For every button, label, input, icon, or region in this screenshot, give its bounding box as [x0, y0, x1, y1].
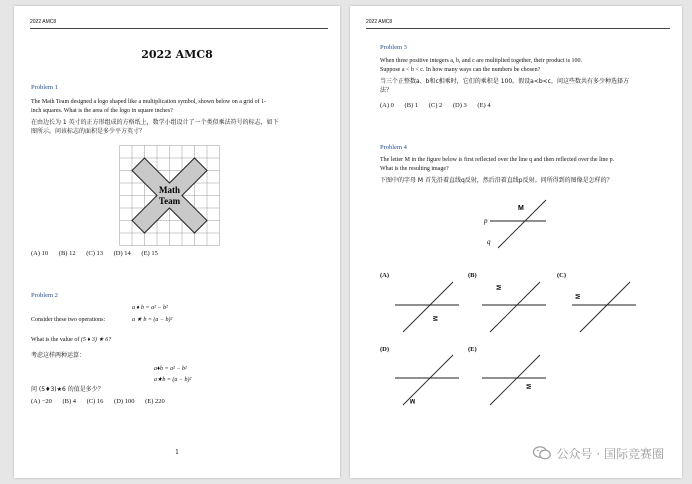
- problem-3-chinese: [380, 78, 670, 95]
- option-b-label: (B): [468, 272, 477, 279]
- page-header: 2022 AMC8: [366, 19, 393, 25]
- logo-text-team: Team: [158, 196, 181, 206]
- option-b-figure: [482, 278, 547, 333]
- choice: (E) 220: [145, 398, 165, 405]
- choice: (D) 14: [113, 250, 131, 257]
- header-rule: [30, 28, 328, 29]
- label-q: q: [487, 238, 491, 246]
- choice: (D) 100: [114, 398, 135, 405]
- operation-diamond-cn: a♦b = a² − b²: [154, 366, 187, 372]
- problem-1-text-line: The Math Team designed a logo shaped like a multiplication symbol, shown below on a grid of 1-: [31, 99, 267, 105]
- choice: (B) 1: [404, 102, 419, 109]
- problem-1-text: [31, 98, 331, 115]
- choice: (A) −20: [31, 398, 52, 405]
- problem-1-chinese: [31, 119, 331, 136]
- problem-1-chinese-line: 图所示。问该标志的面积是多少平方英寸？: [31, 127, 146, 135]
- option-e-figure: [482, 351, 547, 406]
- left-page: [14, 6, 340, 478]
- problem-4-text-line: What is the resulting image?: [380, 165, 449, 172]
- option-c-figure: [572, 278, 637, 333]
- problem-2-choices: [31, 398, 174, 405]
- problem-3-choices: [380, 102, 500, 109]
- option-c-letter: M: [576, 294, 582, 299]
- option-d-letter: M: [410, 397, 415, 403]
- problem-3-chinese-line: 法？: [380, 86, 393, 94]
- page-number: 1: [175, 449, 179, 456]
- choice: (C) 16: [86, 398, 104, 405]
- problem-2-chinese-question: 问 (5♦3)★6 的值是多少？: [31, 386, 104, 393]
- operation-diamond: a ♦ b = a² − b²: [132, 305, 168, 311]
- problem-3-text-line: When three positive integers a, b, and c are multiplied together, their product is 100.: [380, 58, 583, 64]
- option-a-label: (A): [380, 272, 390, 279]
- page-title: 2022 AMC8: [141, 48, 213, 61]
- header-rule: [366, 28, 670, 29]
- problem-3-text: [380, 57, 675, 74]
- logo-text-math: Math: [159, 185, 180, 195]
- choice: (A) 0: [380, 102, 394, 109]
- option-e-label: (E): [468, 346, 477, 353]
- choice: (E) 15: [141, 250, 158, 257]
- problem-4-chinese: 下图中的字母 M 首先沿着直线q反射，然后沿着直线p反射。问所得到的图像是怎样的？: [380, 177, 613, 184]
- problem-3-heading: Problem 3: [380, 44, 407, 51]
- page-header: 2022 AMC8: [30, 19, 57, 25]
- choice: (B) 12: [58, 250, 76, 257]
- right-page: [350, 6, 682, 478]
- problem-4-text: [380, 156, 676, 173]
- problem-1-text-line: inch squares. What is the area of the logo in square inches?: [31, 107, 173, 114]
- problem-2-heading: Problem 2: [31, 292, 58, 299]
- choice: (D) 3: [452, 102, 467, 109]
- option-b-letter: M: [497, 285, 503, 290]
- reflection-figure: [484, 192, 550, 252]
- option-d-figure: [395, 351, 460, 406]
- option-a-figure: [395, 278, 460, 333]
- question-text: What is the value of: [31, 337, 80, 343]
- option-c-label: (C): [557, 272, 567, 279]
- choice: (B) 4: [62, 398, 76, 405]
- letter-m: M: [518, 205, 524, 212]
- problem-1-heading: Problem 1: [31, 84, 58, 91]
- problem-3-chinese-line: 当三个正整数a、b和c相乘时，它们的乘积是 100。假设a<b<c，问这些数共有多少种选择方: [380, 78, 629, 85]
- choice: (C) 13: [86, 250, 103, 257]
- operation-star: a ★ b = (a − b)²: [132, 317, 173, 323]
- problem-2-question: [31, 336, 111, 345]
- choice: (C) 2: [428, 102, 443, 109]
- question-expression: (5 ♦ 3) ★ 6?: [80, 337, 112, 343]
- problem-4-text-line: The letter M in the figure below is first reflected over the line q and then reflected over the line p.: [380, 157, 615, 163]
- option-a-letter: M: [431, 316, 437, 321]
- problem-1-choices: [31, 250, 167, 257]
- label-p: p: [484, 217, 488, 225]
- choice: (A) 10: [31, 250, 49, 257]
- watermark-text: 公众号 · 国际竞赛圈: [556, 447, 664, 461]
- watermark: [533, 445, 664, 462]
- option-d-label: (D): [380, 346, 390, 353]
- problem-1-chinese-line: 在由边长为 1 英寸的正方形组成的方格纸上，数学小组设计了一个类似乘法符号的标志，如下: [31, 119, 279, 126]
- logo-grid-figure: [119, 145, 220, 246]
- problem-4-heading: Problem 4: [380, 144, 407, 151]
- problem-2-consider: Consider these two operations:: [31, 317, 106, 323]
- wechat-icon: [533, 446, 551, 460]
- problem-3-text-line: Suppose a < b < c. In how many ways can the numbers be chosen?: [380, 66, 541, 73]
- operation-star-cn: a★b = (a − b)²: [154, 377, 192, 383]
- choice: (E) 4: [477, 102, 491, 109]
- option-e-letter: M: [527, 384, 533, 389]
- problem-2-chinese: 考虑这样两种运算：: [31, 352, 86, 359]
